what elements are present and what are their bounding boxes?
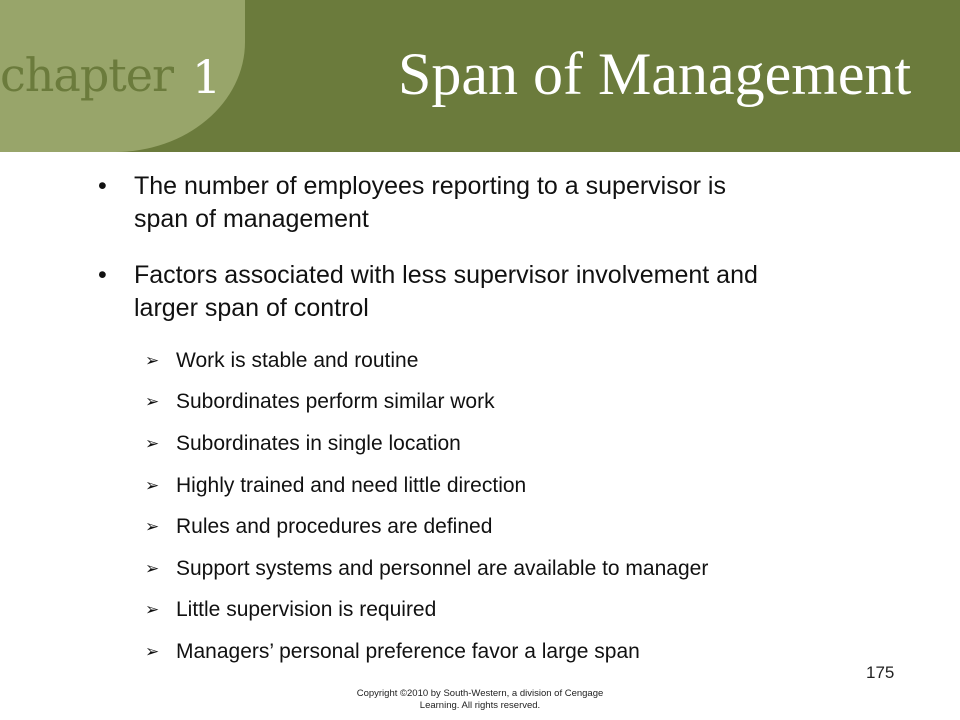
bullet-text: Factors associated with less supervisor involvement and larger span of control [134,261,758,322]
slide-title: Span of Management [398,41,912,107]
sub-bullet-text: Work is stable and routine [176,349,419,372]
arrow-bullet-icon: ➢ [145,600,160,620]
sub-bullet-text: Highly trained and need little direction [176,474,527,497]
copyright-notice [340,688,620,712]
sub-bullet-text: Support systems and personnel are available to manager [176,557,709,580]
copyright-line: Copyright ©2010 by South-Western, a division of Cengage [356,688,604,699]
arrow-bullet-icon: ➢ [145,642,160,662]
chapter-number: 1 [192,50,222,104]
arrow-bullet-icon: ➢ [145,517,160,537]
arrow-bullet-icon: ➢ [145,351,160,371]
sub-bullet-text: Little supervision is required [176,598,437,621]
sub-bullet-text: Rules and procedures are defined [176,515,493,538]
chapter-label: chapter [0,48,173,102]
arrow-bullet-icon: ➢ [145,476,160,496]
arrow-bullet-icon: ➢ [145,434,160,454]
bullet-dot-icon: • [98,172,107,200]
arrow-bullet-icon: ➢ [145,392,160,412]
copyright-line: Learning. All rights reserved. [419,700,541,711]
sub-bullet-text: Subordinates in single location [176,432,461,455]
page-number: 175 [866,663,895,682]
bullet-dot-icon: • [98,261,107,289]
bullet-text: The number of employees reporting to a supervisor is span of management [134,172,726,233]
sub-bullet-text: Subordinates perform similar work [176,390,495,413]
sub-bullet-text: Managers’ personal preference favor a large span [176,640,640,663]
arrow-bullet-icon: ➢ [145,559,160,579]
